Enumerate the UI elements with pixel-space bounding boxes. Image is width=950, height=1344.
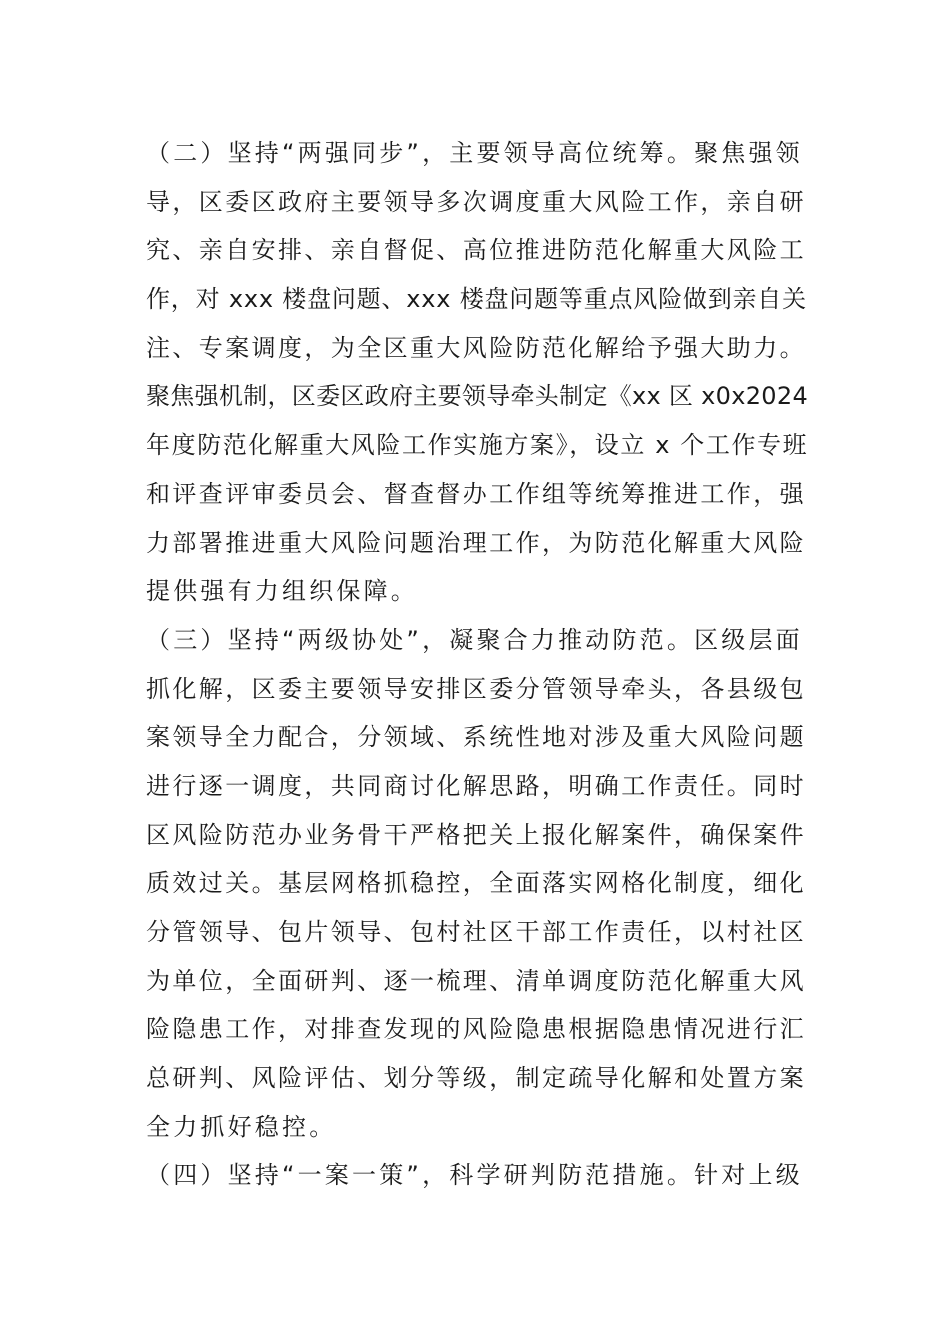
text-line: 和评查评审委员会、督查督办工作组等统筹推进工作，强: [146, 479, 806, 508]
text-line: 分管领导、包片领导、包村社区干部工作责任，以村社区: [146, 918, 806, 946]
text-line: 总研判、风险评估、划分等级，制定疏导化解和处置方案: [146, 1064, 806, 1093]
text-line: 究、亲自安排、亲自督促、高位推进防范化解重大风险工: [146, 236, 806, 265]
document-body: [146, 129, 808, 1200]
text-line: 质效过关。基层网格抓稳控，全面落实网格化制度，细化: [146, 869, 806, 898]
text-line: 区风险防范办业务骨干严格把关上报化解案件，确保案件: [146, 820, 806, 849]
text-line: 力部署推进重大风险问题治理工作，为防范化解重大风险: [146, 528, 806, 557]
text-line: （三）坚持“两级协处”，凝聚合力推动防范。区级层面: [146, 625, 803, 654]
text-line: 年度防范化解重大风险工作实施方案》，设立 x 个工作专班: [146, 431, 809, 460]
paragraph-two-level-coordination: [146, 616, 808, 1152]
text-line: 作，对 xxx 楼盘问题、xxx 楼盘问题等重点风险做到亲自关: [146, 285, 807, 314]
text-line: （四）坚持“一案一策”，科学研判防范措施。针对上级: [146, 1161, 803, 1190]
text-line: 提供强有力组织保障。: [146, 577, 418, 606]
paragraph-two-strong-sync: [146, 129, 808, 616]
text-line: 导，区委区政府主要领导多次调度重大风险工作，亲自研: [146, 187, 806, 216]
text-line: 险隐患工作，对排查发现的风险隐患根据隐患情况进行汇: [146, 1015, 806, 1044]
text-line: （二）坚持“两强同步”，主要领导高位统筹。聚焦强领: [146, 139, 803, 167]
text-line: 为单位，全面研判、逐一梳理、清单调度防范化解重大风: [146, 966, 806, 995]
text-line: 案领导全力配合，分领域、系统性地对涉及重大风险问题: [146, 723, 806, 752]
text-line: 聚焦强机制，区委区政府主要领导牵头制定《xx 区 x0x2024: [146, 382, 809, 411]
text-line: 注、专案调度，为全区重大风险防范化解给予强大助力。: [146, 333, 806, 362]
paragraph-one-case-one-policy: [146, 1151, 808, 1200]
text-line: 抓化解，区委主要领导安排区委分管领导牵头，各县级包: [146, 674, 806, 703]
text-line: 进行逐一调度，共同商讨化解思路，明确工作责任。同时: [146, 771, 806, 800]
text-line: 全力抓好稳控。: [146, 1112, 337, 1141]
